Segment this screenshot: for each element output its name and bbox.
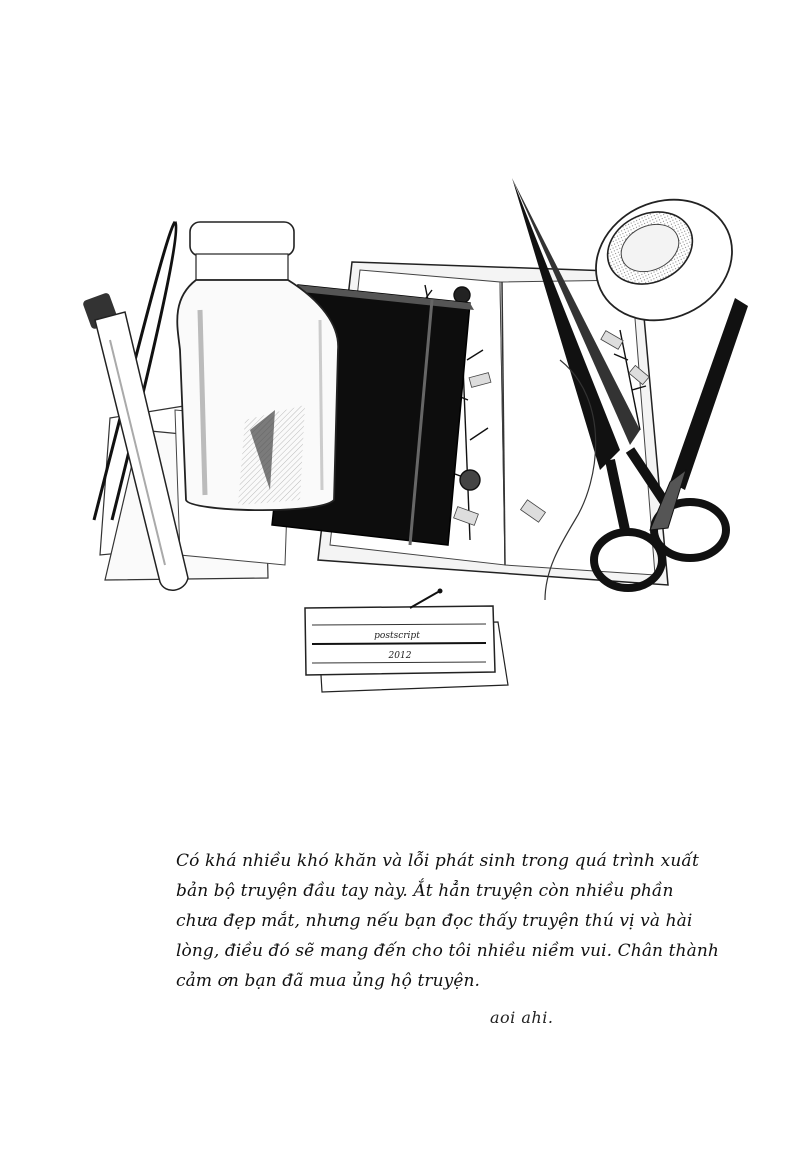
card-label: postscript: [374, 631, 420, 641]
message-line: Có khá nhiều khó khăn và lỗi phát sinh trong quá trình xuất: [176, 851, 699, 871]
pen-icon: [650, 298, 748, 530]
author-signature: aoi ahi.: [490, 1008, 554, 1027]
message-line: chưa đẹp mắt, nhưng nếu bạn đọc thấy truyện thú vị và hài: [176, 911, 693, 931]
message-line: bản bộ truyện đầu tay này. Ắt hẳn truyện còn nhiều phần: [176, 881, 674, 901]
message-line: cảm ơn bạn đã mua ủng hộ truyện.: [176, 971, 481, 991]
postscript-card: [305, 589, 508, 693]
glass-bottle: [177, 222, 338, 510]
postscript-message: [176, 846, 719, 996]
message-line: lòng, điều đó sẽ mang đến cho tôi nhiều niềm vui. Chân thành: [176, 941, 719, 961]
card-year: 2012: [388, 651, 412, 661]
